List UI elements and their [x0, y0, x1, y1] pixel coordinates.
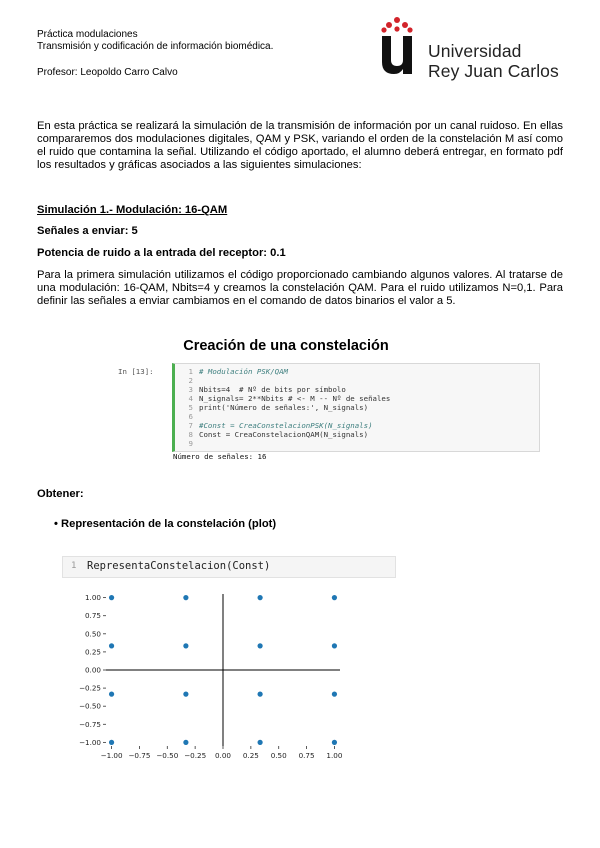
code-line-number: 1: [188, 367, 193, 376]
constellation-point: [332, 643, 337, 648]
code-line: [179, 439, 390, 448]
plot-code-cell[interactable]: [62, 556, 396, 578]
code-line: [179, 421, 390, 430]
intro-paragraph: En esta práctica se realizará la simulación de la transmisión de información por un canal ruidoso. En ellas compararemos dos modulaciones digitales, QAM y PSK, variando el orden de la constelación M así como el ruido que contamina la señal. Utilizando el código aportado, el alumno deberá entregar, en formato pdf los resultados y gráficas asociados a las siguientes simulaciones:: [37, 120, 563, 171]
constellation-point: [109, 643, 114, 648]
plot-code: RepresentaConstelacion(Const): [87, 560, 271, 572]
code-line: [179, 430, 390, 439]
code-line: [179, 412, 390, 421]
cell-output: Número de señales: 16: [173, 452, 267, 461]
code-line-text: Const = CreaConstelacionQAM(N_signals): [199, 430, 369, 439]
code-line: [179, 376, 390, 385]
y-tick-label: 0.75: [84, 611, 101, 621]
plot-line-number: 1: [71, 561, 77, 571]
code-line-text: # Modulación PSK/QAM: [199, 367, 288, 376]
constellation-point: [258, 643, 263, 648]
code-line-number: 5: [188, 403, 193, 412]
x-tick-label: 1.00: [326, 751, 343, 760]
x-tick-label: −0.75: [128, 751, 151, 760]
constellation-point: [258, 740, 263, 745]
code-line-number: 8: [188, 430, 193, 439]
constellation-point: [183, 740, 188, 745]
constellation-chart: [60, 584, 360, 770]
constellation-point: [109, 740, 114, 745]
y-tick-label: −0.50: [78, 701, 101, 711]
code-line-text: Nbits=4 # Nº de bits por símbolo: [199, 385, 346, 394]
code-cell[interactable]: [172, 363, 540, 452]
university-name-line2: Rey Juan Carlos: [428, 61, 559, 81]
university-logo: [379, 16, 415, 76]
constellation-point: [332, 595, 337, 600]
university-emblem-icon: [379, 16, 415, 76]
code-line: [179, 394, 390, 403]
code-lines: [179, 367, 390, 448]
x-tick-label: 0.75: [298, 751, 315, 760]
constellation-point: [183, 595, 188, 600]
constellation-point: [109, 595, 114, 600]
y-tick-label: 0.50: [84, 629, 101, 639]
university-name-line1: Universidad: [428, 41, 522, 61]
constellation-point: [258, 595, 263, 600]
code-line-number: 9: [188, 439, 193, 448]
x-tick-label: −0.25: [184, 751, 207, 760]
course-name: Práctica modulaciones: [37, 29, 138, 40]
code-line: [179, 385, 390, 394]
constellation-point: [332, 692, 337, 697]
code-line-number: 4: [188, 394, 193, 403]
x-tick-label: −1.00: [100, 751, 123, 760]
code-line-text: print('Número de señales:', N_signals): [199, 403, 369, 412]
code-line-text: N_signals= 2**Nbits # <- M -- Nº de señales: [199, 394, 391, 403]
bullet-constellation-plot: • Representación de la constelación (plot): [54, 518, 277, 530]
professor-name: Profesor: Leopoldo Carro Calvo: [37, 67, 178, 78]
constellation-point: [109, 692, 114, 697]
constellation-point: [332, 740, 337, 745]
y-tick-label: −0.25: [78, 683, 101, 693]
constellation-section-title: Creación de una constelación: [183, 338, 389, 354]
course-subtitle: Transmisión y codificación de información biomédica.: [37, 41, 274, 52]
code-line-text: #Const = CreaConstelacionPSK(N_signals): [199, 421, 373, 430]
simulation-title: Simulación 1.- Modulación: 16-QAM: [37, 204, 228, 216]
cell-prompt: In [13]:: [118, 367, 154, 376]
code-line-number: 3: [188, 385, 193, 394]
x-tick-label: −0.50: [156, 751, 179, 760]
y-tick-label: 1.00: [84, 593, 101, 603]
constellation-point: [183, 692, 188, 697]
y-tick-label: 0.25: [84, 647, 101, 657]
obtener-heading: Obtener:: [37, 488, 84, 500]
y-tick-label: 0.00: [84, 665, 101, 675]
constellation-point: [183, 643, 188, 648]
code-line-number: 2: [188, 376, 193, 385]
noise-power: Potencia de ruido a la entrada del receptor: 0.1: [37, 247, 286, 259]
procedure-paragraph: Para la primera simulación utilizamos el código proporcionado cambiando algunos valores. Al tratarse de una modulación: 16-QAM, Nbits=4 y creamos la constelación QAM. Para el ruido utilizamos N=0,1. Para definir las señales a enviar cambiamos en el comando de datos binarios el valor a 5.: [37, 269, 563, 307]
code-line-number: 7: [188, 421, 193, 430]
code-line: [179, 367, 390, 376]
code-line-number: 6: [188, 412, 193, 421]
code-line: [179, 403, 390, 412]
x-tick-label: 0.25: [242, 751, 259, 760]
x-tick-label: 0.50: [270, 751, 287, 760]
y-tick-label: −0.75: [78, 719, 101, 729]
y-tick-label: −1.00: [78, 737, 101, 747]
x-tick-label: 0.00: [214, 751, 232, 760]
constellation-point: [258, 692, 263, 697]
signals-to-send: Señales a enviar: 5: [37, 225, 138, 237]
